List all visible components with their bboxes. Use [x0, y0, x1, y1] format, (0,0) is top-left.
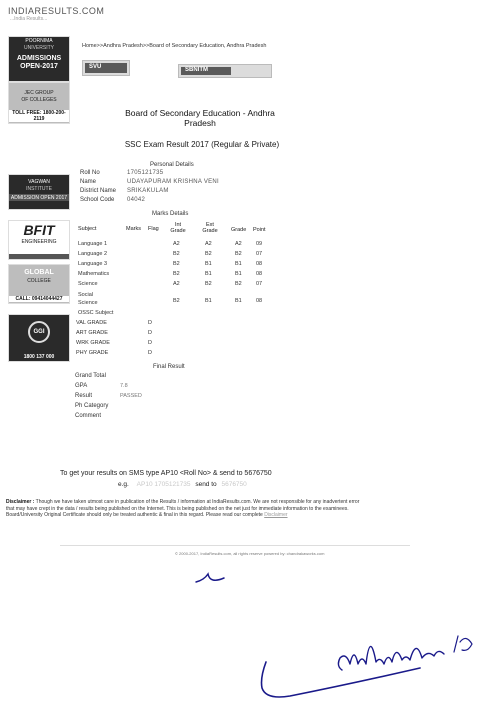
int-grade-cell: B2 — [173, 298, 180, 304]
personal-details — [0, 170, 499, 210]
signature-suffix-mark — [454, 636, 472, 652]
marks-details-header: Marks Details — [152, 211, 189, 217]
int-grade-cell: B2 — [173, 251, 180, 257]
footer: © 2000-2017, IndiaResults.com, all rights reserve powered by: chandrakaworks.com — [175, 551, 325, 556]
sms-instructions: To get your results on SMS type AP10 <Roll No> & send to 5676750 — [60, 470, 272, 477]
final-row — [0, 393, 499, 403]
table-row — [0, 330, 499, 339]
ext-grade-cell: A2 — [205, 241, 212, 247]
ad-line: BFIT — [23, 222, 55, 238]
table-row — [0, 350, 499, 359]
field-label: School Code — [80, 197, 115, 203]
initial-mark — [196, 574, 224, 582]
ext-grade-cell: B2 — [205, 251, 212, 257]
ad-phone: TOLL FREE: 1800-200-2119 — [9, 110, 69, 122]
ossc-subject-cell: VAL GRADE — [76, 320, 107, 326]
table-row — [0, 271, 499, 280]
point-cell: 07 — [256, 251, 263, 257]
personal-details-header: Personal Details — [150, 162, 194, 168]
ad-phone: CALL: 09414044427 — [9, 296, 69, 302]
ossc-subject-cell: PHY GRADE — [76, 350, 109, 356]
field-label: Roll No — [80, 170, 100, 176]
disclaimer-label: Disclaimer : — [6, 499, 35, 505]
ext-grade-cell: B2 — [205, 281, 212, 287]
ad-line: VAGWAN — [28, 179, 50, 185]
grade-cell: B2 — [235, 281, 242, 287]
ossc-subject-cell: WRK GRADE — [76, 340, 110, 346]
table-row — [0, 340, 499, 349]
ggi-logo-icon: GGI — [28, 321, 50, 343]
site-title: INDIARESULTS.COM — [8, 6, 105, 16]
district-name: SRIKAKULAM — [127, 188, 169, 194]
field-label: Ph Category — [75, 403, 109, 409]
handwritten-signature — [190, 560, 490, 701]
footer-divider — [60, 545, 410, 546]
banner-ad-sbnitm[interactable] — [178, 64, 272, 78]
field-label: Comment — [75, 413, 102, 419]
field-label: Grand Total — [75, 373, 106, 379]
grade-cell: B1 — [235, 261, 242, 267]
ext-grade-cell: B1 — [205, 298, 212, 304]
subject-cell: Mathematics — [78, 271, 110, 277]
field-label: Result — [75, 393, 93, 399]
col-header: Subject — [78, 226, 97, 232]
final-row — [0, 383, 499, 393]
int-grade-cell: A2 — [173, 281, 180, 287]
ossc-header: OSSC Subject — [78, 310, 114, 316]
marks-table-body — [0, 241, 499, 311]
ext-grade-cell: B1 — [205, 271, 212, 277]
table-row — [0, 251, 499, 260]
ad-headline: ADMISSIONS OPEN-2017 — [16, 55, 62, 70]
gpa-value: 7.8 — [120, 383, 128, 389]
final-result-header: Final Result — [153, 364, 185, 370]
ext-grade-cell: B1 — [205, 261, 212, 267]
col-header: Int Grade — [170, 222, 186, 234]
banner-label: SVU — [89, 64, 102, 70]
ad-line: ENGINEERING — [21, 239, 57, 245]
field-label: Name — [80, 179, 97, 185]
grade-cell: A2 — [235, 241, 242, 247]
ad-headline: ADMISSION OPEN 2017 — [10, 195, 68, 201]
col-header: Grade — [231, 227, 247, 233]
signature-underline-stroke — [262, 662, 421, 697]
banner-label: SBNITM — [185, 67, 208, 73]
point-cell: 09 — [256, 241, 263, 247]
ad-line: INSTITUTE — [26, 186, 52, 192]
col-header: Flag — [148, 226, 159, 232]
school-code: 04042 — [127, 197, 146, 203]
grade-cell: B1 — [235, 298, 242, 304]
field-label: GPA — [75, 383, 88, 389]
final-row — [0, 413, 499, 423]
disclaimer-text: Though we have taken utmost care in publication of the Results / information at IndiaResults.com. We are not responsible for any inadvertent error that may have crept in the data / results being published on the Internet. This is being published on the net just for immediate information to the examinees. Board/University Original Certificate should only be treated authentic & final in this regard. Please read our complete — [6, 499, 360, 518]
field-label: District Name — [80, 188, 117, 194]
int-grade-cell: B2 — [173, 261, 180, 267]
sms-eg-send: send to — [195, 481, 217, 488]
ossc-flag-cell: D — [148, 350, 152, 356]
result-value: PASSED — [120, 393, 142, 399]
grade-cell: B1 — [235, 271, 242, 277]
sms-eg-number: 5676750 — [221, 481, 247, 488]
breadcrumb[interactable]: Home>>Andhra Pradesh>>Board of Secondary Education, Andhra Pradesh — [82, 43, 267, 49]
roll-number: 1705121735 — [127, 170, 164, 176]
point-cell: 08 — [256, 298, 263, 304]
ad-line: POORNIMA — [25, 38, 53, 44]
ad-jec[interactable] — [8, 82, 70, 124]
int-grade-cell: A2 — [173, 241, 180, 247]
ad-line: UNIVERSITY — [23, 45, 54, 51]
site-subtitle: ...India Results... — [10, 16, 48, 22]
sms-eg-prefix: e.g. — [118, 481, 129, 488]
final-row — [0, 373, 499, 383]
banner-ad-svu[interactable] — [82, 60, 130, 76]
ad-poornima[interactable] — [8, 36, 70, 82]
sms-example — [118, 481, 247, 488]
grade-cell: B2 — [235, 251, 242, 257]
ossc-subject-cell: ART GRADE — [76, 330, 108, 336]
col-header: Marks — [126, 226, 141, 232]
final-result — [0, 373, 499, 425]
col-header: Ext Grade — [202, 222, 218, 234]
final-row — [0, 403, 499, 413]
subject-cell: Science — [78, 281, 98, 287]
ossc-flag-cell: D — [148, 320, 152, 326]
ossc-flag-cell: D — [148, 330, 152, 336]
point-cell: 08 — [256, 271, 263, 277]
student-name: UDAYAPURAM KRISHNA VENI — [127, 179, 220, 185]
table-row — [0, 281, 499, 290]
table-row — [0, 291, 499, 309]
ad-phone: 1800 137 000 — [23, 354, 55, 360]
disclaimer-link[interactable]: Disclaimer — [264, 512, 288, 518]
table-row — [0, 261, 499, 270]
ad-line: JEC GROUP — [24, 90, 54, 96]
disclaimer — [6, 499, 366, 519]
ad-line: COLLEGE — [27, 278, 51, 284]
ad-line: GLOBAL — [24, 269, 54, 276]
table-row — [0, 241, 499, 250]
int-grade-cell: B2 — [173, 271, 180, 277]
col-header: Point — [253, 227, 266, 233]
subject-cell: Language 2 — [78, 251, 108, 257]
subject-cell: Language 3 — [78, 261, 108, 267]
signature-script-stroke — [338, 646, 444, 670]
table-row — [0, 320, 499, 329]
point-cell: 07 — [256, 281, 263, 287]
ossc-flag-cell: D — [148, 340, 152, 346]
sms-eg-code: AP10 1705121735 — [136, 481, 191, 488]
point-cell: 08 — [256, 261, 263, 267]
ad-line: OF COLLEGES — [21, 97, 57, 103]
ossc-section — [0, 310, 499, 362]
subject-cell: Language 1 — [78, 241, 108, 247]
subject-cell: Social Science — [78, 292, 98, 306]
exam-title: SSC Exam Result 2017 (Regular & Private) — [124, 140, 280, 149]
board-title: Board of Secondary Education - Andhra Pradesh — [125, 108, 275, 128]
